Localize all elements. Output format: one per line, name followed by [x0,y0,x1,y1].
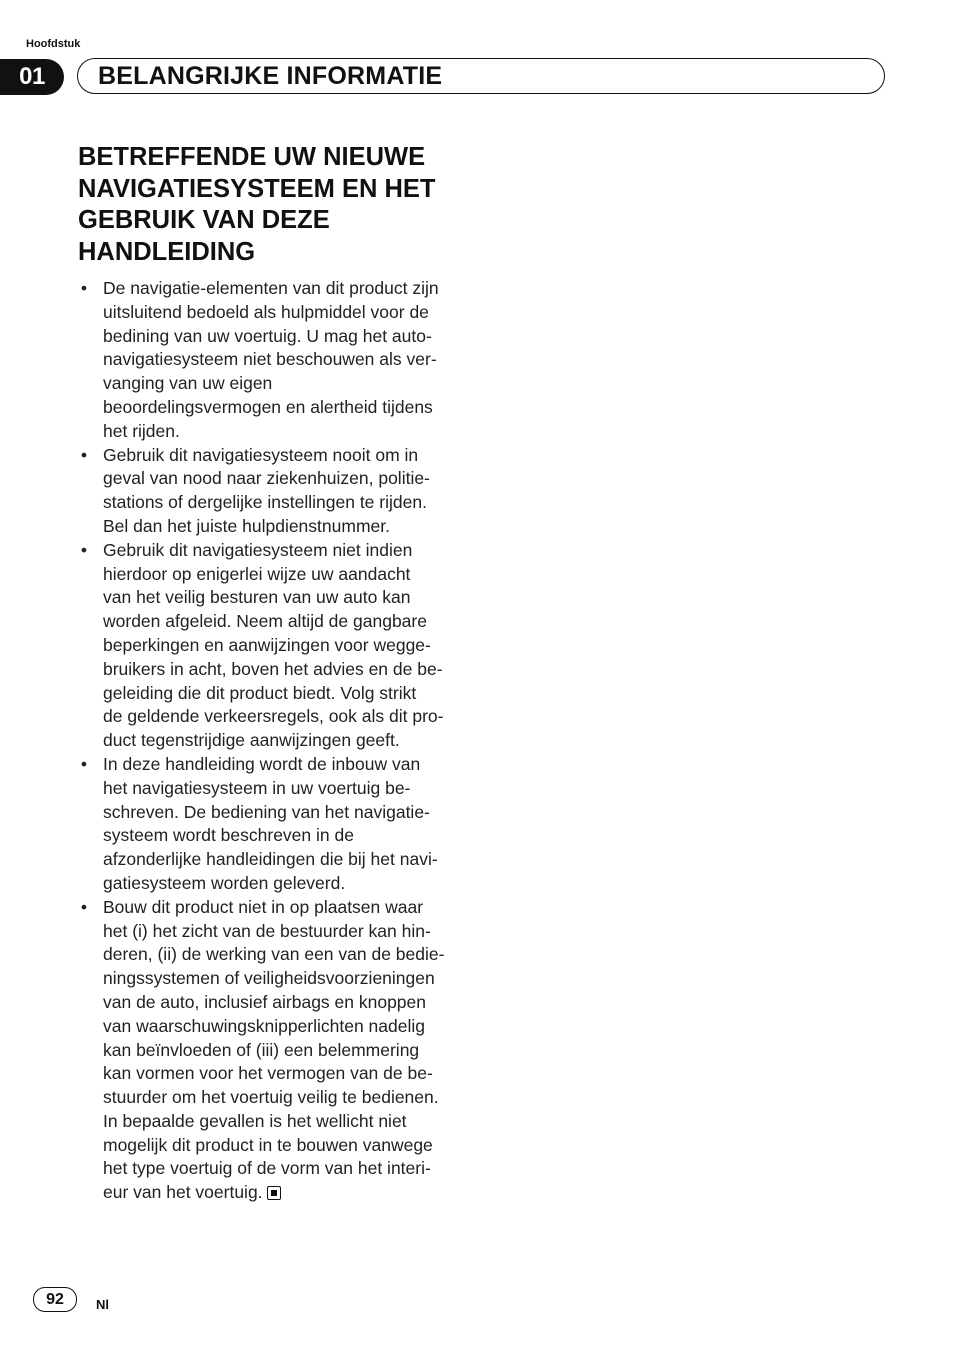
bullet-text-line: van waarschuwingsknipperlichten nadelig [103,1015,425,1036]
page-number: 92 [33,1287,77,1312]
bullet-text-line: schreven. De bediening van het navigatie- [103,801,430,822]
bullet-icon: • [80,444,88,465]
bullet-text-line: Bouw dit product niet in op plaatsen waar [103,896,424,917]
bullet-list [78,277,468,1205]
bullet-text-line: stuurder om het voertuig veilig te bedienen. [103,1087,439,1108]
bullet-text-line: het rijden. [103,420,180,441]
bullet-text-line: hierdoor op enigerlei wijze uw aandacht [103,563,411,584]
chapter-title: BELANGRIJKE INFORMATIE [98,61,443,90]
bullet-text-line: het type voertuig of de vorm van het interi- [103,1158,431,1179]
section-heading-line: BETREFFENDE UW NIEUWE [78,143,426,171]
bullet-text-line: worden afgeleid. Neem altijd de gangbare [103,611,427,632]
bullet-last-line [103,1181,468,1205]
section-heading-line: HANDLEIDING [78,237,256,266]
bullet-text-line: het navigatiesysteem in uw voertuig be- [103,777,411,798]
bullet-text-line: van het veilig besturen van uw auto kan [103,587,411,608]
bullet-text-line: eur van het voertuig. [103,1182,263,1203]
chapter-title-bar [77,58,885,94]
bullet-text-line: systeem wordt beschreven in de [103,825,354,846]
bullet-text-line: In deze handleiding wordt de inbouw van [103,753,421,774]
bullet-text-line: afzonderlijke handleidingen die bij het navi- [103,849,438,870]
bullet-text-line: mogelijk dit product in te bouwen vanwege [103,1134,433,1155]
bullet-text-line: Gebruik dit navigatiesysteem nooit om in [103,444,419,465]
bullet-icon: • [80,278,88,298]
bullet-text-line: het (i) het zicht van de bestuurder kan hin- [103,920,431,941]
bullet-text-line: de geldende verkeersregels, ook als dit pro- [103,706,444,727]
language-code: Nl [96,1297,109,1312]
bullet-text-line: vanging van uw eigen [103,373,273,394]
end-of-section-icon [267,1186,281,1200]
bullet-icon: • [80,896,88,917]
list-item [78,753,468,896]
bullet-text-line: beoordelingsvermogen en alertheid tijdens [103,396,433,417]
chapter-number-badge: 01 [0,59,64,95]
bullet-icon: • [80,539,88,560]
bullet-text-line: bruikers in acht, boven het advies en de be- [103,658,443,679]
bullet-text-line: ningssystemen of veiligheidsvoorzieningen [103,968,435,989]
bullet-text-line: van de auto, inclusief airbags en knoppen [103,991,427,1012]
bullet-icon: • [80,753,88,774]
bullet-text-line: navigatiesysteem niet beschouwen als ver- [103,349,437,370]
list-item [78,896,468,1205]
bullet-text-line: stations of dergelijke instellingen te rijden. [103,492,427,513]
bullet-text-line: Bel dan het juiste hulpdienstnummer. [103,515,390,536]
list-item [78,277,468,444]
bullet-text-line: kan beïnvloeden of (iii) een belemmering [103,1039,420,1060]
bullet-text-line: gatiesysteem worden geleverd. [103,872,346,893]
chapter-label: Hoofdstuk [26,38,81,50]
bullet-text-line: kan vormen voor het vermogen van de be- [103,1063,433,1084]
bullet-text-line: De navigatie-elementen van dit product zijn [103,278,439,298]
bullet-text-line: In bepaalde gevallen is het wellicht niet [103,1110,407,1131]
section-heading-line: GEBRUIK VAN DEZE [78,206,330,234]
bullet-text-line: deren, (ii) de werking van een van de bedie- [103,944,445,965]
bullet-text-line: geval van nood naar ziekenhuizen, politie- [103,468,430,489]
bullet-text-line: Gebruik dit navigatiesysteem niet indien [103,539,413,560]
bullet-text-line: bedining van uw voertuig. U mag het auto- [103,325,432,346]
section-heading [78,142,478,268]
list-item [78,539,468,753]
section-heading-line: NAVIGATIESYSTEEM EN HET [78,174,436,203]
bullet-text-line: duct tegenstrijdige aanwijzingen geeft. [103,730,400,751]
bullet-text-line: geleiding die dit product biedt. Volg strikt [103,682,417,703]
list-item [78,444,468,539]
bullet-text-line: beperkingen en aanwijzingen voor wegge- [103,634,431,655]
bullet-text-line: uitsluitend bedoeld als hulpmiddel voor de [103,301,429,322]
